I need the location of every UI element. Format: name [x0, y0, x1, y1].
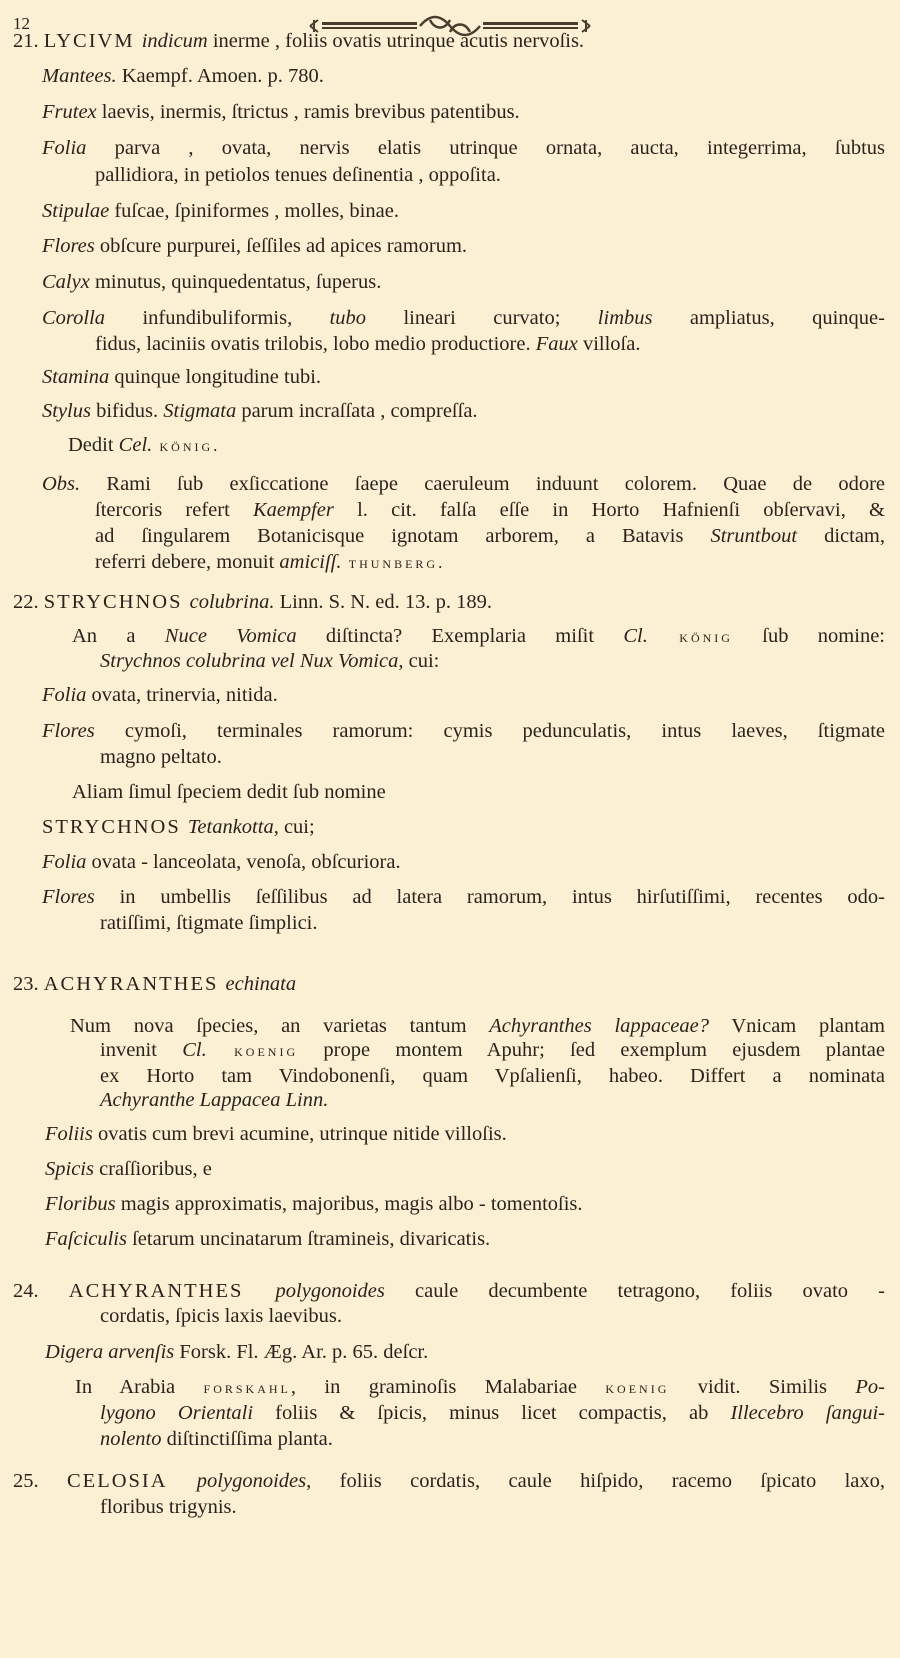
italic-text: Flores	[42, 720, 95, 742]
text-run: bifidus.	[90, 400, 164, 422]
text-run: diſtincta? Exemplaria miſit	[296, 625, 624, 647]
text-run: craſſioribus, e	[93, 1158, 212, 1180]
text-run: prope montem Apuhr; ſed exemplum ejusdem plantae	[298, 1039, 885, 1061]
genus-name: ACHYRANTHES	[43, 973, 226, 995]
genus-name: LYCIVM	[43, 30, 142, 52]
text-run: l. cit. falſa eſſe in Horto Hafnienſi obſervavi, &	[333, 499, 885, 521]
italic-text: Strychnos colubrina vel Nux Vomica	[100, 650, 399, 672]
text-line	[100, 648, 439, 674]
text-run: Kaempf. Amoen. p. 780.	[116, 65, 324, 87]
text-run: 22.	[13, 591, 44, 613]
italic-text: Stylus	[42, 400, 91, 422]
italic-text: Spicis	[45, 1158, 94, 1180]
text-run: pallidiora, in petiolos tenues deſinentia , oppoſita.	[95, 164, 501, 186]
text-line	[45, 1339, 428, 1365]
italic-text: polygonoides	[196, 1470, 307, 1492]
italic-text: indicum	[141, 30, 208, 52]
italic-text: polygonoides	[275, 1280, 385, 1302]
text-run: ovata - lanceolata, venoſa, obſcuriora.	[86, 851, 401, 873]
text-line	[100, 910, 318, 936]
text-line	[100, 1063, 885, 1089]
text-run: quinque longitudine tubi.	[109, 366, 322, 388]
small-caps-name: könig	[647, 627, 733, 646]
text-line	[42, 398, 478, 424]
text-run: ovata, trinervia, nitida.	[86, 684, 278, 706]
italic-text: Stamina	[42, 366, 110, 388]
text-line	[42, 814, 315, 840]
text-run: parva , ovata, nervis elatis utrinque ornata, aucta, integerrima, ſubtus	[86, 137, 885, 159]
text-line	[100, 1400, 885, 1426]
text-line	[45, 1191, 583, 1217]
small-caps-name: koenig	[206, 1041, 299, 1060]
text-run: , foliis cordatis, caule hiſpido, racemo ſpicato laxo,	[306, 1470, 885, 1492]
text-run: floribus trigynis.	[100, 1496, 237, 1518]
text-run: laevis, inermis, ſtrictus , ramis brevibus patentibus.	[96, 101, 520, 123]
text-line	[100, 1087, 328, 1113]
text-line	[13, 971, 296, 997]
italic-text: Faux	[535, 333, 578, 355]
small-caps-name: thunberg.	[341, 553, 446, 572]
text-run: obſcure purpurei, ſeſſiles ad apices ramorum.	[94, 235, 468, 257]
text-run: diſtinctiſſima planta.	[161, 1428, 333, 1450]
genus-name: CELOSIA	[67, 1470, 197, 1492]
text-run: ſetarum uncinatarum ſtramineis, divaricatis.	[126, 1228, 491, 1250]
italic-text: Po-	[855, 1376, 885, 1398]
text-run: dictam,	[797, 525, 885, 547]
text-run: magno peltato.	[100, 746, 222, 768]
italic-text: Folia	[42, 684, 87, 706]
text-line	[42, 63, 324, 89]
italic-text: Flores	[42, 886, 95, 908]
small-caps-name: forskahl	[203, 1378, 291, 1397]
text-line	[45, 1226, 490, 1252]
text-line	[95, 549, 445, 576]
text-line	[45, 1156, 212, 1182]
text-line	[13, 1278, 885, 1304]
text-run: , in graminoſis Malabariae	[290, 1376, 606, 1398]
text-run: Vnicam plantam	[708, 1015, 885, 1037]
text-line	[95, 162, 501, 188]
text-run: Linn. S. N. ed. 13. p. 189.	[274, 591, 493, 613]
text-line	[42, 849, 401, 875]
text-line	[42, 198, 399, 224]
italic-text: Folia	[42, 851, 87, 873]
text-line	[100, 744, 222, 770]
text-line	[42, 471, 885, 497]
text-run: caule decumbente tetragono, foliis ovato -	[384, 1280, 885, 1302]
text-line	[42, 364, 321, 390]
text-run: Num nova ſpecies, an varietas tantum	[70, 1015, 490, 1037]
text-line	[75, 1374, 885, 1401]
text-run: Rami ſub exſiccatione ſaepe caeruleum induunt colorem. Quae de odore	[80, 473, 885, 495]
text-run: infundibuliformis,	[105, 307, 330, 329]
text-run: 24.	[13, 1280, 69, 1302]
text-run: inerme , foliis ovatis utrinque acutis nervoſis.	[207, 30, 585, 52]
italic-text: limbus	[597, 307, 653, 329]
italic-text: Flores	[42, 235, 95, 257]
text-run: invenit	[100, 1039, 183, 1061]
genus-name: STRYCHNOS	[43, 591, 190, 613]
italic-text: Tetankotta	[187, 816, 274, 838]
italic-text: Cl.	[623, 625, 648, 647]
text-run: An a	[72, 625, 165, 647]
italic-text: Corolla	[42, 307, 106, 329]
italic-text: Folia	[42, 137, 87, 159]
italic-text: Cl.	[182, 1039, 207, 1061]
italic-text: Faſciculis	[45, 1228, 127, 1250]
text-run: parum incraſſata , compreſſa.	[236, 400, 478, 422]
text-run: referri debere, monuit	[95, 551, 280, 573]
text-line	[42, 135, 885, 161]
italic-text: Floribus	[45, 1193, 116, 1215]
text-run: 23.	[13, 973, 44, 995]
italic-text: Kaempfer	[253, 499, 334, 521]
text-run: foliis & ſpicis, minus licet compactis, ab	[253, 1402, 731, 1424]
text-run: fidus, laciniis ovatis trilobis, lobo medio productiore.	[95, 333, 536, 355]
text-run: cymoſi, terminales ramorum: cymis pedunculatis, intus laeves, ſtigmate	[94, 720, 885, 742]
text-line	[45, 1121, 507, 1147]
text-line	[100, 1037, 885, 1064]
genus-name: STRYCHNOS	[42, 816, 188, 838]
text-line	[13, 589, 492, 615]
italic-text: Achyranthe Lappacea Linn.	[100, 1089, 329, 1111]
text-run: ratiſſimi, ſtigmate ſimplici.	[100, 912, 318, 934]
text-run: magis approximatis, majoribus, magis albo - tomentoſis.	[115, 1193, 583, 1215]
text-line	[42, 99, 520, 125]
text-line	[42, 682, 278, 708]
text-run: cordatis, ſpicis laxis laevibus.	[100, 1305, 342, 1327]
italic-text: Stigmata	[163, 400, 237, 422]
small-caps-name: könig.	[152, 436, 221, 455]
italic-text: echinata	[225, 973, 297, 995]
italic-text: Foliis	[45, 1123, 93, 1145]
text-run: ampliatus, quinque-	[652, 307, 885, 329]
text-line	[42, 718, 885, 744]
text-run: Dedit	[68, 434, 119, 456]
italic-text: Calyx	[42, 271, 90, 293]
italic-text: Frutex	[42, 101, 97, 123]
text-run: lineari curvato;	[366, 307, 598, 329]
italic-text: Mantees.	[42, 65, 117, 87]
text-run: In Arabia	[75, 1376, 204, 1398]
text-run: villoſa.	[577, 333, 641, 355]
text-run: , cui:	[398, 650, 440, 672]
italic-text: tubo	[329, 307, 367, 329]
text-line	[72, 623, 885, 650]
text-line	[42, 305, 885, 331]
text-line	[70, 1013, 885, 1039]
text-line	[100, 1303, 342, 1329]
text-run: ovatis cum brevi acumine, utrinque nitide villoſis.	[92, 1123, 507, 1145]
text-run: minutus, quinquedentatus, ſuperus.	[89, 271, 382, 293]
text-line	[13, 28, 584, 54]
text-line	[42, 269, 381, 295]
text-run: ad ſingularem Botanicisque ignotam arborem, a Batavis	[95, 525, 711, 547]
text-run: vidit. Similis	[669, 1376, 856, 1398]
text-line	[95, 497, 885, 523]
italic-text: Stipulae	[42, 200, 110, 222]
italic-text: Digera arvenſis	[45, 1341, 175, 1363]
italic-text: Illecebro ſangui-	[730, 1402, 885, 1424]
text-run: Forsk. Fl. Æg. Ar. p. 65. deſcr.	[174, 1341, 429, 1363]
text-line	[42, 233, 467, 259]
text-run: ſub nomine:	[732, 625, 885, 647]
text-run: ex Horto tam Vindobonenſi, quam Vpſalienſi, habeo. Differt a nominata	[100, 1065, 885, 1087]
text-line	[68, 432, 220, 459]
text-line	[13, 1468, 885, 1494]
text-run: Aliam ſimul ſpeciem dedit ſub nomine	[72, 781, 386, 803]
italic-text: Obs.	[42, 473, 81, 495]
text-run: 21.	[13, 30, 44, 52]
italic-text: Nuce Vomica	[164, 625, 297, 647]
text-line	[95, 523, 885, 549]
text-run: 25.	[13, 1470, 67, 1492]
italic-text: lygono Orientali	[100, 1402, 254, 1424]
text-run: in umbellis ſeſſilibus ad latera ramorum, intus hirſutiſſimi, recentes odo-	[94, 886, 885, 908]
text-line	[95, 331, 640, 357]
text-line	[100, 1494, 237, 1520]
text-run: ſtercoris refert	[95, 499, 253, 521]
italic-text: amiciſſ.	[279, 551, 342, 573]
italic-text: Struntbout	[710, 525, 798, 547]
text-run: fuſcae, ſpiniformes , molles, binae.	[109, 200, 399, 222]
italic-text: colubrina.	[189, 591, 275, 613]
text-line	[72, 779, 386, 805]
text-line	[100, 1426, 333, 1452]
small-caps-name: koenig	[605, 1378, 670, 1397]
italic-text: Cel.	[118, 434, 153, 456]
italic-text: Achyranthes lappaceae?	[489, 1015, 709, 1037]
text-run: , cui;	[273, 816, 315, 838]
text-line	[42, 884, 885, 910]
genus-name: ACHYRANTHES	[68, 1280, 276, 1302]
page-number: 12	[13, 14, 30, 33]
italic-text: nolento	[100, 1428, 162, 1450]
